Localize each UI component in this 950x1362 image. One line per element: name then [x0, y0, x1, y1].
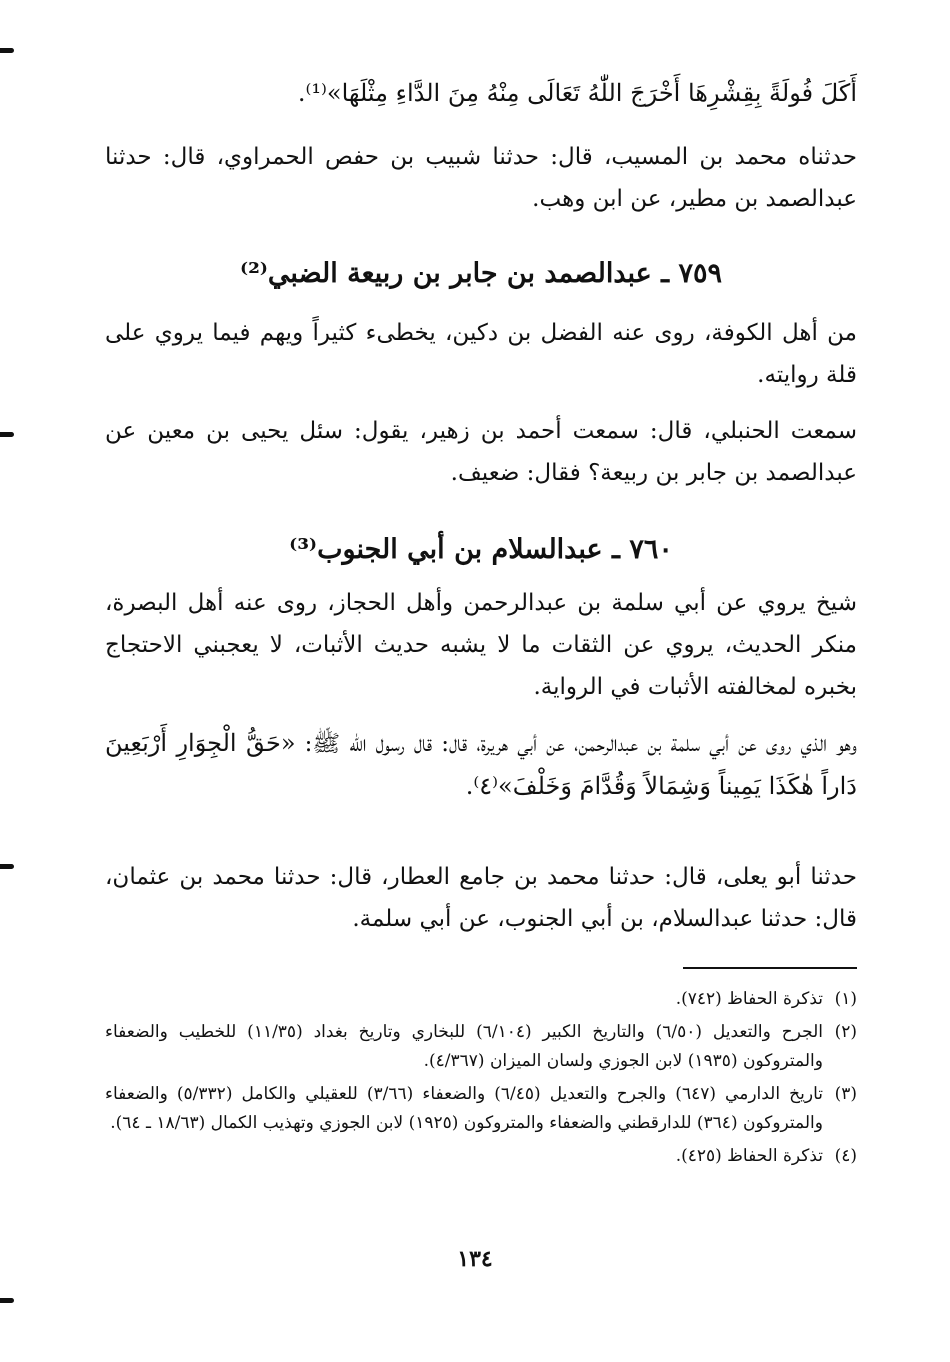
- footnote-item: [105, 1080, 857, 1138]
- entry-760-para-2-block: [105, 722, 857, 808]
- footnote-item: [105, 1018, 857, 1076]
- entry-759-para-1-block: [105, 312, 857, 396]
- footnote-number: (٢): [834, 1022, 857, 1042]
- footnote-item: [105, 985, 857, 1014]
- footnote-text: تذكرة الحفاظ (٧٤٢).: [675, 989, 823, 1009]
- scan-edge-mark: [0, 48, 14, 53]
- entry-760-paragraph-2: [105, 722, 857, 808]
- entry-759-paragraph-2: سمعت الحنبلي، قال: سمعت أحمد بن زهير، يقول: سئل يحيى بن معين عن عبدالصمد بن جابر بن ربيعة؟ فقال: ضعيف.: [105, 418, 857, 486]
- chain-block: [105, 136, 857, 220]
- footnote-number: (٣): [834, 1084, 857, 1104]
- footnote-number: (١): [834, 989, 857, 1009]
- entry-760-paragraph-1: شيخ يروي عن أبي سلمة بن عبدالرحمن وأهل الحجاز، روى عنه أهل البصرة، منكر الحديث، يروي عن الثقات ما لا يشبه حديث الأثبات، لا يعجبني الاحتجاج بخبره لمخالفته الأثبات في الرواية.: [105, 590, 857, 700]
- entry-759-heading: ٧٥٩ ـ عبدالصمد بن جابر بن ربيعة الضبي⁽²⁾: [240, 258, 722, 289]
- footnote-text: تاريخ الدارمي (٦٤٧) والجرح والتعديل (٦/٤٥) والضعفاء (٣/٦٦) للعقيلي والكامل (٥/٣٣٢) والضعفاء والمتروكون (٣٦٤) للدارقطني والضعفاء والمتروكون (١٩٢٥) لابن الجوزي وتهذيب الكمال (١٨/٦٣ ـ ٦٤).: [105, 1084, 823, 1133]
- scan-edge-mark: [0, 1298, 14, 1303]
- footnote-text: تذكرة الحفاظ (٤٢٥).: [675, 1146, 823, 1166]
- entry-760-para-3-block: [105, 856, 857, 940]
- hadith-quote: «حَقُّ الْجِوَارِ أَرْبَعِينَ دَاراً هٰكَذَا يَمِيناً وَشِمَالاً وَقُدَّامَ وَخَلْفَ»⁽٤⁾.: [105, 729, 857, 800]
- footnote-number: (٤): [834, 1146, 857, 1166]
- entry-760-heading: ٧٦٠ ـ عبدالسلام بن أبي الجنوب⁽³⁾: [289, 534, 673, 565]
- top-quote-block: [105, 72, 857, 114]
- footnote-item: [105, 1142, 857, 1171]
- footnote-separator: [683, 967, 857, 969]
- footnote-text: الجرح والتعديل (٦/٥٠) والتاريخ الكبير (٦/١٠٤) للبخاري وتاريخ بغداد (١١/٣٥) للخطيب والضعفاء والمتروكون (١٩٣٥) لابن الجوزي ولسان الميزان (٤/٣٦٧).: [105, 1022, 823, 1071]
- scan-edge-mark: [0, 864, 14, 869]
- entry-759-para-2-block: [105, 410, 857, 494]
- top-quote: أَكَلَ فُولَةً بِقِشْرِهَا أَخْرَجَ اللّٰهُ تَعَالَى مِنْهُ مِنَ الدَّاءِ مِثْلَهَا»⁽¹⁾.: [297, 79, 857, 107]
- entry-759-paragraph-1: من أهل الكوفة، روى عنه الفضل بن دكين، يخطىء كثيراً ويهم فيما يروي على قلة روايته.: [105, 320, 857, 388]
- chain-paragraph: حدثناه محمد بن المسيب، قال: حدثنا شبيب بن حفص الحمراوي، قال: حدثنا عبدالصمد بن مطير، عن ابن وهب.: [105, 144, 857, 212]
- scan-edge-mark: [0, 432, 14, 437]
- page-number: ١٣٤: [457, 1246, 493, 1272]
- footnotes: [105, 985, 857, 1175]
- hadith-intro: وهو الذي روى عن أبي سلمة بن عبدالرحمن، عن أبي هريرة، قال: قال رسول الله ﷺ:: [295, 731, 857, 757]
- entry-760-paragraph-3: حدثنا أبو يعلى، قال: حدثنا محمد بن جامع العطار، قال: حدثنا محمد بن عثمان، قال: حدثنا عبدالسلام، بن أبي الجنوب، عن أبي سلمة.: [105, 864, 857, 932]
- entry-760-para-1-block: [105, 582, 857, 708]
